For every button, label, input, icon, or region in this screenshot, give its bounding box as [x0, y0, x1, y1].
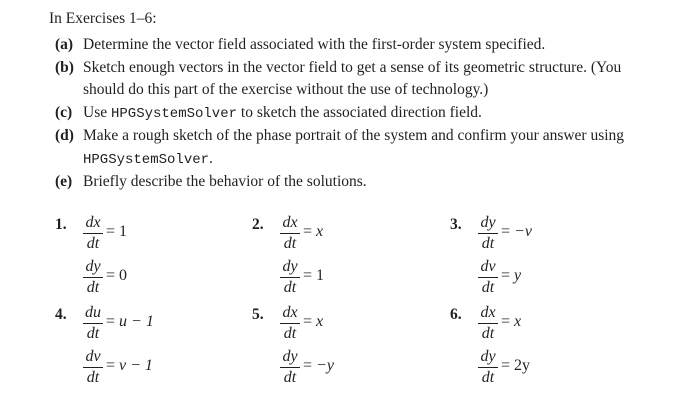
right-hand-side: [303, 223, 323, 241]
intro-heading: In Exercises 1–6:: [49, 10, 157, 27]
equals-sign: =: [106, 313, 120, 330]
numerator: dx: [85, 214, 101, 231]
instruction-a: [55, 34, 665, 57]
derivative-fraction: [83, 304, 103, 343]
rhs-expression: x: [514, 313, 522, 330]
rhs-expression: y: [514, 267, 522, 284]
numerator: dx: [282, 214, 298, 231]
right-hand-side: [501, 267, 521, 285]
instruction-b: [55, 57, 665, 102]
rhs-expression: v − 1: [119, 357, 153, 374]
right-hand-side: [501, 223, 532, 241]
instruction-text-post: to sketch the associated direction field.: [237, 103, 482, 121]
rhs-expression: x: [316, 223, 324, 240]
instruction-text: Briefly describe the behavior of the solutions.: [83, 173, 367, 190]
rhs-expression: u − 1: [119, 313, 154, 330]
fraction-bar: [478, 233, 498, 234]
derivative-fraction: [280, 304, 300, 343]
exercise-number: 2.: [252, 216, 264, 233]
rhs-expression: −y: [316, 357, 334, 374]
equals-sign: =: [303, 267, 317, 284]
instruction-e: [55, 171, 665, 194]
fraction-bar: [478, 367, 498, 368]
fraction-bar: [280, 233, 300, 234]
equals-sign: =: [106, 223, 120, 240]
right-hand-side: [303, 313, 323, 331]
numerator: dx: [480, 304, 496, 321]
numerator: dv: [480, 258, 496, 275]
derivative-fraction: [478, 348, 498, 387]
instruction-label: (c): [55, 103, 73, 121]
equals-sign: =: [106, 267, 120, 284]
instruction-text-pre: Make a rough sketch of the phase portrait of the system and confirm your answer using: [83, 127, 625, 144]
right-hand-side: [106, 267, 127, 285]
right-hand-side: [501, 313, 521, 331]
equals-sign: =: [501, 357, 515, 374]
fraction-bar: [83, 233, 103, 234]
numerator: dy: [85, 258, 101, 275]
derivative-fraction: [478, 214, 498, 253]
instruction-text: Sketch enough vectors in the vector field to get a sense of its geometric structure. (You should do this part of the exercise without the use of technology.): [83, 58, 622, 98]
fraction-bar: [83, 277, 103, 278]
derivative-fraction: [83, 348, 103, 387]
equals-sign: =: [501, 313, 515, 330]
derivative-fraction: [280, 258, 300, 297]
instruction-c: [55, 102, 665, 126]
numerator: dy: [282, 348, 298, 365]
right-hand-side: [106, 357, 153, 375]
denominator: dt: [283, 279, 297, 296]
equals-sign: =: [501, 223, 515, 240]
derivative-fraction: [83, 258, 103, 297]
denominator: dt: [283, 325, 297, 342]
derivative-fraction: [478, 258, 498, 297]
denominator: dt: [481, 325, 495, 342]
instruction-text-pre: Use: [83, 103, 111, 121]
denominator: dt: [481, 279, 495, 296]
denominator: dt: [283, 369, 297, 386]
right-hand-side: [501, 357, 530, 375]
instruction-text: Determine the vector field associated with the first-order system specified.: [83, 36, 546, 53]
denominator: dt: [86, 325, 100, 342]
instruction-label: (a): [55, 36, 74, 53]
equals-sign: =: [501, 267, 515, 284]
numerator: dy: [480, 348, 496, 365]
equals-sign: =: [106, 357, 120, 374]
fraction-bar: [280, 367, 300, 368]
instruction-text-post: .: [209, 149, 213, 167]
denominator: dt: [86, 235, 100, 252]
derivative-fraction: [280, 214, 300, 253]
right-hand-side: [303, 357, 334, 375]
exercise-number: 6.: [450, 306, 462, 323]
denominator: dt: [481, 369, 495, 386]
exercise-number: 4.: [55, 306, 67, 323]
fraction-bar: [478, 277, 498, 278]
rhs-expression: −v: [514, 223, 532, 240]
rhs-expression: 0: [119, 267, 128, 284]
denominator: dt: [283, 235, 297, 252]
fraction-bar: [478, 323, 498, 324]
software-name: HPGSystemSolver: [83, 151, 210, 168]
exercise-number: 5.: [252, 306, 264, 323]
right-hand-side: [106, 313, 154, 331]
fraction-bar: [83, 323, 103, 324]
denominator: dt: [86, 279, 100, 296]
rhs-expression: 2y: [514, 357, 531, 374]
rhs-expression: 1: [316, 267, 325, 284]
derivative-fraction: [83, 214, 103, 253]
instruction-label: (e): [55, 173, 73, 190]
numerator: dy: [480, 214, 496, 231]
derivative-fraction: [280, 348, 300, 387]
instruction-list: [55, 34, 665, 194]
rhs-expression: x: [316, 313, 324, 330]
equals-sign: =: [303, 313, 317, 330]
instruction-label: (b): [55, 58, 74, 76]
right-hand-side: [303, 267, 324, 285]
fraction-bar: [280, 277, 300, 278]
software-name: HPGSystemSolver: [110, 105, 238, 122]
numerator: du: [85, 304, 101, 321]
exercise-number: 1.: [55, 216, 67, 233]
derivative-fraction: [478, 304, 498, 343]
right-hand-side: [106, 223, 127, 241]
numerator: dy: [282, 258, 298, 275]
rhs-expression: 1: [119, 223, 128, 240]
denominator: dt: [86, 369, 100, 386]
denominator: dt: [481, 235, 495, 252]
numerator: dv: [85, 348, 101, 365]
exercise-number: 3.: [450, 216, 462, 233]
fraction-bar: [280, 323, 300, 324]
fraction-bar: [83, 367, 103, 368]
equals-sign: =: [303, 357, 317, 374]
instruction-label: (d): [55, 127, 74, 144]
instruction-d: [55, 125, 665, 171]
numerator: dx: [282, 304, 298, 321]
equals-sign: =: [303, 223, 317, 240]
